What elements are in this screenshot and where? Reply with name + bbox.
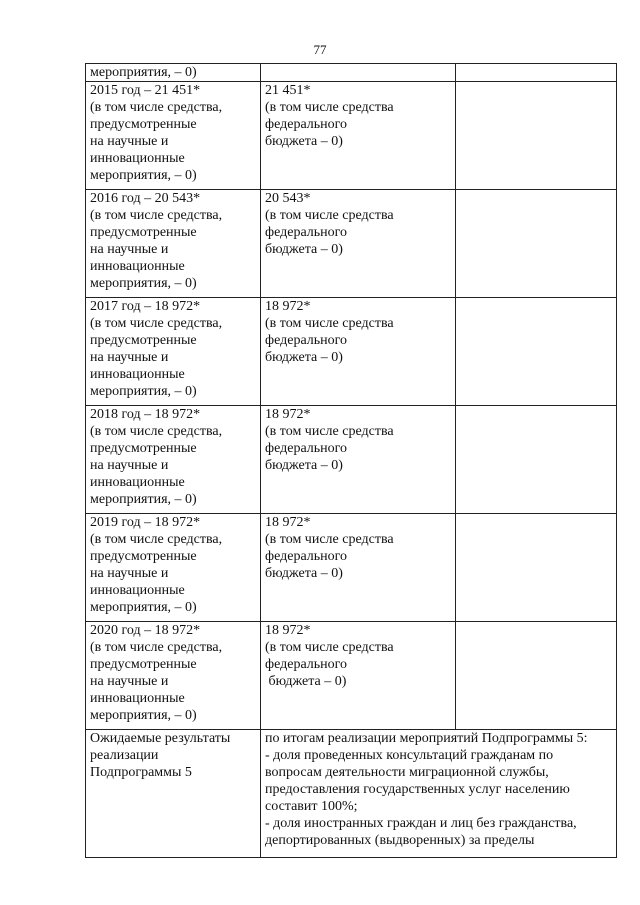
year-note-line: инновационные bbox=[90, 151, 185, 166]
year-note-line: (в том числе средства, bbox=[90, 532, 223, 547]
federal-note-line: федерального bbox=[265, 549, 348, 564]
year-note-line: (в том числе средства, bbox=[90, 316, 223, 331]
year-note-line: (в том числе средства, bbox=[90, 208, 223, 223]
federal-note-line: (в том числе средства bbox=[265, 316, 394, 331]
federal-amount: 18 972* bbox=[265, 299, 311, 314]
year-note-line: мероприятия, – 0) bbox=[90, 492, 197, 507]
year-note-line: предусмотренные bbox=[90, 549, 197, 564]
year-note-line: предусмотренные bbox=[90, 333, 197, 348]
year-cell bbox=[86, 406, 261, 514]
year-note-line: инновационные bbox=[90, 583, 185, 598]
continuation-text: мероприятия, – 0) bbox=[90, 65, 197, 80]
results-label-line: Подпрограммы 5 bbox=[90, 765, 192, 780]
federal-note-line: бюджета – 0) bbox=[265, 566, 343, 581]
federal-note-line: (в том числе средства bbox=[265, 532, 394, 547]
table-row-2017 bbox=[86, 298, 617, 406]
funding-table bbox=[85, 63, 617, 858]
federal-cell bbox=[261, 622, 456, 730]
year-note-line: на научные и bbox=[90, 350, 169, 365]
federal-cell bbox=[261, 406, 456, 514]
federal-cell bbox=[261, 514, 456, 622]
federal-note-line: (в том числе средства bbox=[265, 208, 394, 223]
year-cell bbox=[86, 514, 261, 622]
table-row-2019 bbox=[86, 514, 617, 622]
empty-cell bbox=[456, 514, 617, 622]
results-text-line: составит 100%; bbox=[265, 799, 358, 814]
year-note-line: на научные и bbox=[90, 134, 169, 149]
results-label-line: реализации bbox=[90, 748, 159, 763]
federal-note-line: бюджета – 0) bbox=[265, 134, 343, 149]
federal-cell bbox=[261, 82, 456, 190]
results-text-line: по итогам реализации мероприятий Подпрограммы 5: bbox=[265, 731, 588, 746]
year-note-line: мероприятия, – 0) bbox=[90, 600, 197, 615]
year-note-line: (в том числе средства, bbox=[90, 424, 223, 439]
results-label-cell bbox=[86, 730, 261, 858]
year-note-line: мероприятия, – 0) bbox=[90, 708, 197, 723]
table-row-2020 bbox=[86, 622, 617, 730]
empty-cell bbox=[456, 82, 617, 190]
year-total: 2016 год – 20 543* bbox=[90, 191, 201, 206]
year-note-line: на научные и bbox=[90, 242, 169, 257]
table-row-2018 bbox=[86, 406, 617, 514]
empty-cell bbox=[456, 190, 617, 298]
results-text-line: - доля иностранных граждан и лиц без гражданства, bbox=[265, 816, 577, 831]
year-total: 2017 год – 18 972* bbox=[90, 299, 201, 314]
year-total: 2020 год – 18 972* bbox=[90, 623, 201, 638]
federal-amount: 18 972* bbox=[265, 623, 311, 638]
federal-note-line: бюджета – 0) bbox=[265, 242, 343, 257]
table-row-results bbox=[86, 730, 617, 858]
federal-note-line: федерального bbox=[265, 117, 348, 132]
year-total: 2019 год – 18 972* bbox=[90, 515, 201, 530]
empty-cell bbox=[456, 298, 617, 406]
federal-note-line: (в том числе средства bbox=[265, 640, 394, 655]
year-note-line: мероприятия, – 0) bbox=[90, 384, 197, 399]
year-note-line: предусмотренные bbox=[90, 117, 197, 132]
federal-amount: 20 543* bbox=[265, 191, 311, 206]
year-note-line: (в том числе средства, bbox=[90, 100, 223, 115]
federal-note-line: федерального bbox=[265, 225, 348, 240]
year-note-line: предусмотренные bbox=[90, 441, 197, 456]
table-row-continuation bbox=[86, 64, 617, 82]
continuation-cell bbox=[86, 64, 261, 82]
year-note-line: мероприятия, – 0) bbox=[90, 276, 197, 291]
federal-amount: 18 972* bbox=[265, 407, 311, 422]
year-note-line: на научные и bbox=[90, 674, 169, 689]
year-note-line: на научные и bbox=[90, 566, 169, 581]
results-text-line: депортированных (выдворенных) за пределы bbox=[265, 833, 535, 848]
federal-note-line: (в том числе средства bbox=[265, 100, 394, 115]
federal-cell bbox=[261, 298, 456, 406]
page-number: 77 bbox=[313, 42, 327, 57]
empty-cell bbox=[456, 64, 617, 82]
year-note-line: инновационные bbox=[90, 367, 185, 382]
year-note-line: инновационные bbox=[90, 475, 185, 490]
federal-note-line: (в том числе средства bbox=[265, 424, 394, 439]
results-text-line: вопросам деятельности миграционной службы, bbox=[265, 765, 549, 780]
year-cell bbox=[86, 622, 261, 730]
federal-note-line: федерального bbox=[265, 333, 348, 348]
federal-note-line: федерального bbox=[265, 441, 348, 456]
federal-note-line: федерального bbox=[265, 657, 348, 672]
year-note-line: мероприятия, – 0) bbox=[90, 168, 197, 183]
empty-cell bbox=[261, 64, 456, 82]
federal-note-line: бюджета – 0) bbox=[265, 674, 347, 689]
federal-note-line: бюджета – 0) bbox=[265, 458, 343, 473]
year-note-line: инновационные bbox=[90, 259, 185, 274]
year-cell bbox=[86, 82, 261, 190]
table-row-2015 bbox=[86, 82, 617, 190]
federal-cell bbox=[261, 190, 456, 298]
year-note-line: инновационные bbox=[90, 691, 185, 706]
year-cell bbox=[86, 190, 261, 298]
results-text-line: - доля проведенных консультаций гражданам по bbox=[265, 748, 554, 763]
results-text-cell bbox=[261, 730, 617, 858]
results-label-line: Ожидаемые результаты bbox=[90, 731, 231, 746]
table-row-2016 bbox=[86, 190, 617, 298]
year-note-line: (в том числе средства, bbox=[90, 640, 223, 655]
empty-cell bbox=[456, 406, 617, 514]
federal-amount: 18 972* bbox=[265, 515, 311, 530]
year-note-line: на научные и bbox=[90, 458, 169, 473]
year-total: 2018 год – 18 972* bbox=[90, 407, 201, 422]
federal-note-line: бюджета – 0) bbox=[265, 350, 343, 365]
year-cell bbox=[86, 298, 261, 406]
year-total: 2015 год – 21 451* bbox=[90, 83, 201, 98]
empty-cell bbox=[456, 622, 617, 730]
results-text-line: предоставления государственных услуг населению bbox=[265, 782, 570, 797]
federal-amount: 21 451* bbox=[265, 83, 311, 98]
year-note-line: предусмотренные bbox=[90, 657, 197, 672]
year-note-line: предусмотренные bbox=[90, 225, 197, 240]
